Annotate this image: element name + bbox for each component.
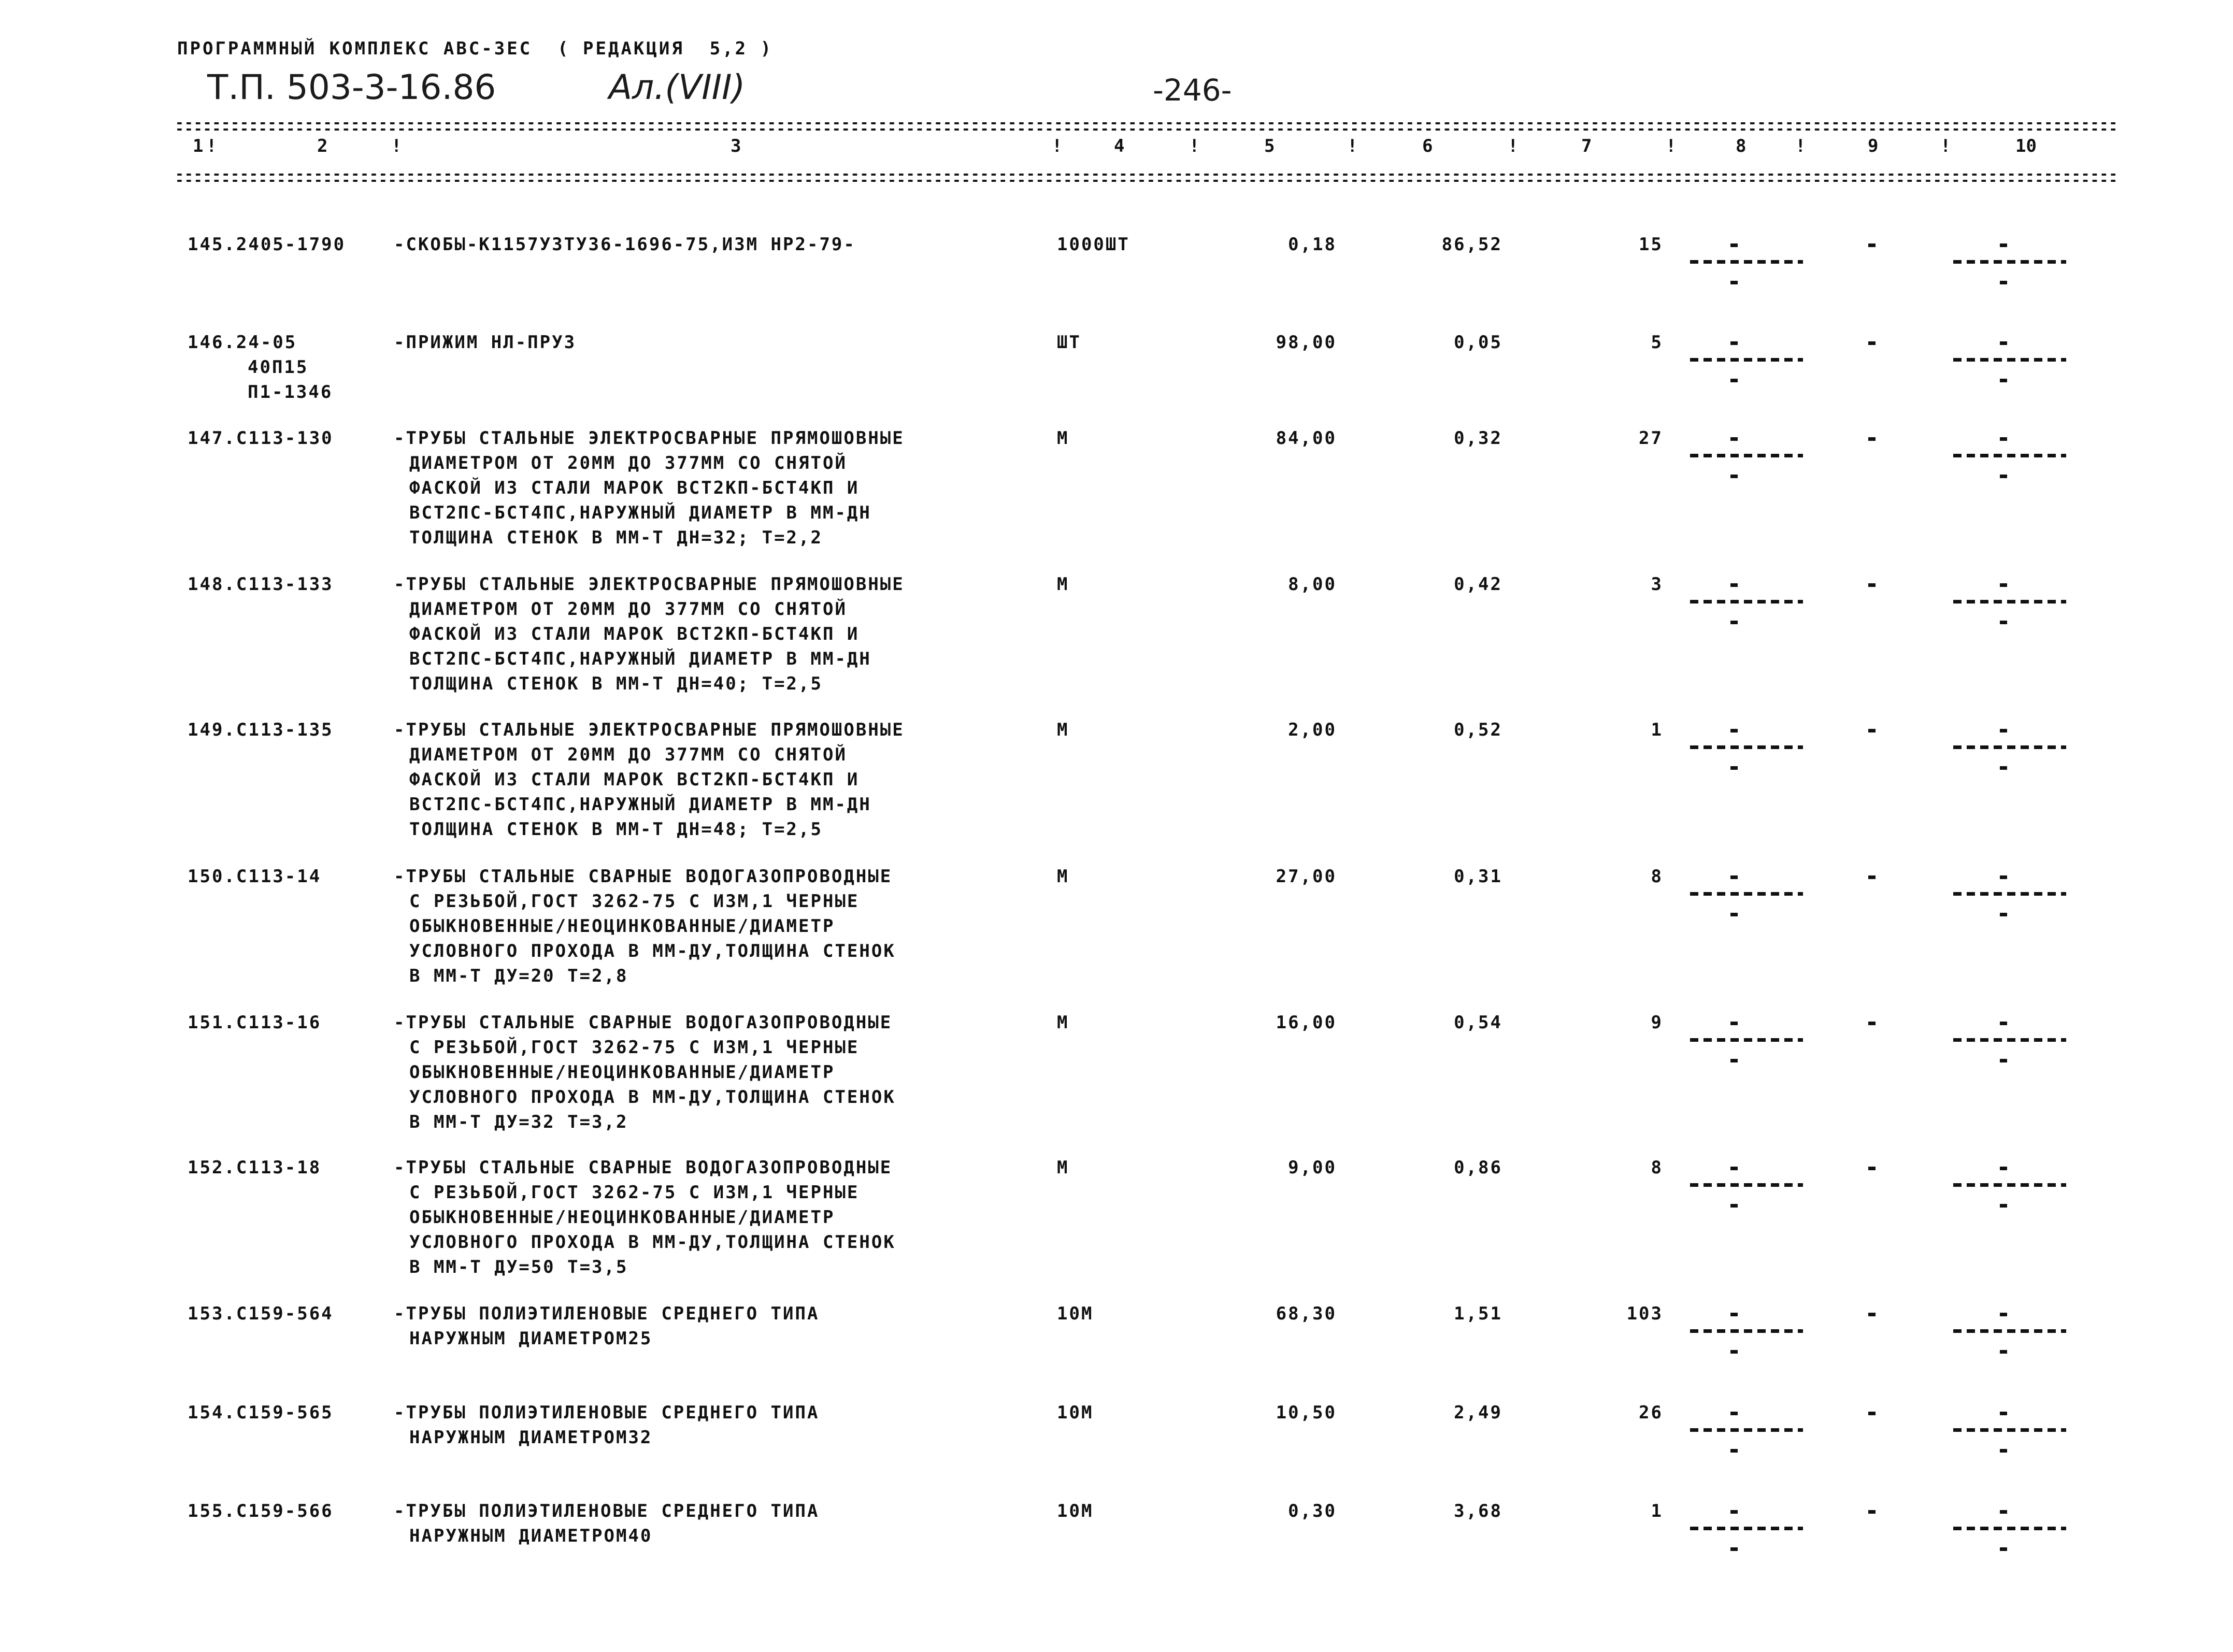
col8-dash-bottom bbox=[1730, 1350, 1738, 1354]
col9-dash bbox=[1868, 875, 1876, 879]
row-description: ОБЫКНОВЕННЫЕ/НЕОЦИНКОВАННЫЕ/ДИАМЕТР bbox=[409, 1062, 835, 1083]
row-col7: 103 bbox=[1626, 1303, 1663, 1324]
col10-dash-top bbox=[2000, 1412, 2007, 1415]
row-description: В ММ-Т ДУ=50 Т=3,5 bbox=[409, 1257, 628, 1277]
col9-dash bbox=[1868, 1313, 1876, 1316]
row-col7: 8 bbox=[1651, 1157, 1663, 1178]
column-separator: ! bbox=[1940, 136, 1951, 156]
row-col7: 27 bbox=[1639, 428, 1663, 449]
row-description: УСЛОВНОГО ПРОХОДА В ММ-ДУ,ТОЛЩИНА СТЕНОК bbox=[409, 1232, 896, 1253]
col8-separator bbox=[1690, 358, 1803, 362]
column-separator: ! bbox=[391, 136, 402, 156]
col10-dash-top bbox=[2000, 583, 2007, 587]
col10-dash-bottom bbox=[2000, 1350, 2007, 1354]
row-col5: 68,30 bbox=[1276, 1303, 1337, 1324]
column-header-4: 4 bbox=[1114, 136, 1125, 156]
row-description: ДИАМЕТРОМ ОТ 20ММ ДО 377ММ СО СНЯТОЙ bbox=[409, 744, 847, 765]
row-code: 155.С159-566 bbox=[188, 1501, 334, 1521]
col9-dash bbox=[1868, 437, 1876, 441]
row-col7: 8 bbox=[1651, 866, 1663, 887]
col10-separator bbox=[1953, 1183, 2066, 1187]
row-description: -ТРУБЫ СТАЛЬНЫЕ ЭЛЕКТРОСВАРНЫЕ ПРЯМОШОВНЫЕ bbox=[394, 574, 905, 595]
col8-dash-top bbox=[1730, 875, 1738, 879]
row-col7: 15 bbox=[1639, 234, 1663, 255]
row-code: 148.С113-133 bbox=[188, 574, 334, 595]
row-description: ФАСКОЙ ИЗ СТАЛИ МАРОК ВСТ2КП-БСТ4КП И bbox=[409, 624, 860, 644]
row-code: 154.С159-565 bbox=[188, 1402, 334, 1423]
row-description: ДИАМЕТРОМ ОТ 20ММ ДО 377ММ СО СНЯТОЙ bbox=[409, 599, 847, 620]
row-description: ВСТ2ПС-БСТ4ПС,НАРУЖНЫЙ ДИАМЕТР В ММ-ДН bbox=[409, 794, 871, 815]
column-header-5: 5 bbox=[1264, 136, 1275, 156]
row-col6: 0,54 bbox=[1454, 1012, 1502, 1033]
row-unit: М bbox=[1057, 1012, 1069, 1033]
column-separator: ! bbox=[1666, 136, 1677, 156]
row-col5: 16,00 bbox=[1276, 1012, 1337, 1033]
row-col5: 0,18 bbox=[1288, 234, 1337, 255]
row-code: 147.С113-130 bbox=[188, 428, 334, 449]
col10-dash-bottom bbox=[2000, 621, 2007, 624]
col8-separator bbox=[1690, 745, 1803, 749]
row-description: НАРУЖНЫМ ДИАМЕТРОМ40 bbox=[409, 1526, 653, 1546]
col10-dash-top bbox=[2000, 1510, 2007, 1514]
column-header-9: 9 bbox=[1868, 136, 1879, 156]
row-col7: 26 bbox=[1639, 1402, 1663, 1423]
row-col5: 10,50 bbox=[1276, 1402, 1337, 1423]
col8-dash-top bbox=[1730, 583, 1738, 587]
row-description: ТОЛЩИНА СТЕНОК В ММ-Т ДН=40; Т=2,5 bbox=[409, 673, 823, 694]
col8-dash-top bbox=[1730, 729, 1738, 732]
row-col5: 27,00 bbox=[1276, 866, 1337, 887]
column-separator: ! bbox=[1052, 136, 1063, 156]
row-unit: 10М bbox=[1057, 1501, 1094, 1521]
row-col7: 3 bbox=[1651, 574, 1663, 595]
album-label: Ал.(VIII) bbox=[609, 67, 746, 107]
col8-dash-top bbox=[1730, 243, 1738, 247]
row-col6: 0,31 bbox=[1454, 866, 1502, 887]
col8-dash-top bbox=[1730, 1412, 1738, 1415]
col8-dash-bottom bbox=[1730, 621, 1738, 624]
row-code: 150.С113-14 bbox=[188, 866, 322, 887]
row-code: 151.С113-16 bbox=[188, 1012, 322, 1033]
row-col7: 1 bbox=[1651, 720, 1663, 740]
row-description: -ТРУБЫ ПОЛИЭТИЛЕНОВЫЕ СРЕДНЕГО ТИПА bbox=[394, 1303, 820, 1324]
column-header-8: 8 bbox=[1736, 136, 1747, 156]
row-col5: 98,00 bbox=[1276, 332, 1337, 353]
row-description: В ММ-Т ДУ=32 Т=3,2 bbox=[409, 1112, 628, 1132]
column-header-7: 7 bbox=[1581, 136, 1592, 156]
col8-dash-top bbox=[1730, 1510, 1738, 1514]
col9-dash bbox=[1868, 341, 1876, 345]
row-description: С РЕЗЬБОЙ,ГОСТ 3262-75 С ИЗМ,1 ЧЕРНЫЕ bbox=[409, 891, 860, 912]
col8-dash-top bbox=[1730, 1022, 1738, 1025]
row-col7: 1 bbox=[1651, 1501, 1663, 1521]
column-separator: ! bbox=[1347, 136, 1358, 156]
row-description: -ТРУБЫ СТАЛЬНЫЕ СВАРНЫЕ ВОДОГАЗОПРОВОДНЫЕ bbox=[394, 1157, 893, 1178]
row-unit: М bbox=[1057, 1157, 1069, 1178]
col8-dash-bottom bbox=[1730, 379, 1738, 382]
row-col5: 84,00 bbox=[1276, 428, 1337, 449]
row-description: НАРУЖНЫМ ДИАМЕТРОМ25 bbox=[409, 1328, 653, 1349]
column-separator: ! bbox=[1795, 136, 1806, 156]
col9-dash bbox=[1868, 729, 1876, 732]
col10-dash-bottom bbox=[2000, 766, 2007, 770]
row-code: 149.С113-135 bbox=[188, 720, 334, 740]
row-code: П1-1346 bbox=[248, 382, 333, 403]
col10-separator bbox=[1953, 892, 2066, 896]
col10-dash-top bbox=[2000, 1313, 2007, 1316]
row-unit: М bbox=[1057, 574, 1069, 595]
col8-separator bbox=[1690, 260, 1803, 264]
row-col5: 0,30 bbox=[1288, 1501, 1337, 1521]
col8-dash-bottom bbox=[1730, 281, 1738, 284]
row-description: -ТРУБЫ ПОЛИЭТИЛЕНОВЫЕ СРЕДНЕГО ТИПА bbox=[394, 1501, 820, 1521]
row-description: -ПРИЖИМ НЛ-ПРУ3 bbox=[394, 332, 577, 353]
page-number: -246- bbox=[1153, 73, 1232, 108]
col8-separator bbox=[1690, 454, 1803, 457]
col8-separator bbox=[1690, 1329, 1803, 1333]
col9-dash bbox=[1868, 1022, 1876, 1025]
col10-dash-bottom bbox=[2000, 1449, 2007, 1453]
col8-separator bbox=[1690, 1183, 1803, 1187]
col8-dash-top bbox=[1730, 437, 1738, 441]
row-col6: 86,52 bbox=[1441, 234, 1502, 255]
row-col5: 9,00 bbox=[1288, 1157, 1337, 1178]
row-description: -ТРУБЫ ПОЛИЭТИЛЕНОВЫЕ СРЕДНЕГО ТИПА bbox=[394, 1402, 820, 1423]
row-description: С РЕЗЬБОЙ,ГОСТ 3262-75 С ИЗМ,1 ЧЕРНЫЕ bbox=[409, 1037, 860, 1058]
row-col6: 3,68 bbox=[1454, 1501, 1502, 1521]
row-description: НАРУЖНЫМ ДИАМЕТРОМ32 bbox=[409, 1427, 653, 1448]
col8-dash-top bbox=[1730, 341, 1738, 345]
col9-dash bbox=[1868, 243, 1876, 247]
col10-dash-top bbox=[2000, 875, 2007, 879]
column-separator: ! bbox=[1189, 136, 1200, 156]
row-description: ВСТ2ПС-БСТ4ПС,НАРУЖНЫЙ ДИАМЕТР В ММ-ДН bbox=[409, 649, 871, 669]
col8-dash-bottom bbox=[1730, 766, 1738, 770]
row-code: 145.2405-1790 bbox=[188, 234, 346, 255]
row-description: УСЛОВНОГО ПРОХОДА В ММ-ДУ,ТОЛЩИНА СТЕНОК bbox=[409, 941, 896, 961]
col8-dash-top bbox=[1730, 1313, 1738, 1316]
col10-separator bbox=[1953, 1329, 2066, 1333]
col10-separator bbox=[1953, 358, 2066, 362]
row-col6: 0,32 bbox=[1454, 428, 1502, 449]
col10-dash-bottom bbox=[2000, 1547, 2007, 1551]
row-col6: 1,51 bbox=[1454, 1303, 1502, 1324]
col9-dash bbox=[1868, 583, 1876, 587]
row-description: С РЕЗЬБОЙ,ГОСТ 3262-75 С ИЗМ,1 ЧЕРНЫЕ bbox=[409, 1182, 860, 1203]
col10-separator bbox=[1953, 454, 2066, 457]
row-col5: 2,00 bbox=[1288, 720, 1337, 740]
column-header-3: 3 bbox=[731, 136, 741, 156]
col10-separator bbox=[1953, 1428, 2066, 1432]
row-unit: М bbox=[1057, 720, 1069, 740]
col10-dash-bottom bbox=[2000, 1204, 2007, 1208]
row-description: -ТРУБЫ СТАЛЬНЫЕ ЭЛЕКТРОСВАРНЫЕ ПРЯМОШОВНЫЕ bbox=[394, 720, 905, 740]
col8-separator bbox=[1690, 1428, 1803, 1432]
column-header-10: 10 bbox=[2015, 136, 2037, 156]
row-col6: 2,49 bbox=[1454, 1402, 1502, 1423]
col10-separator bbox=[1953, 1527, 2066, 1530]
col10-dash-bottom bbox=[2000, 379, 2007, 382]
row-col5: 8,00 bbox=[1288, 574, 1337, 595]
row-unit: М bbox=[1057, 866, 1069, 887]
column-separator: ! bbox=[206, 136, 217, 156]
col9-dash bbox=[1868, 1412, 1876, 1415]
col8-dash-bottom bbox=[1730, 1059, 1738, 1062]
col10-dash-bottom bbox=[2000, 1059, 2007, 1062]
row-description: ДИАМЕТРОМ ОТ 20ММ ДО 377ММ СО СНЯТОЙ bbox=[409, 453, 847, 473]
column-separator: ! bbox=[1508, 136, 1519, 156]
row-code: 40П15 bbox=[248, 357, 309, 378]
col8-dash-bottom bbox=[1730, 1449, 1738, 1453]
col9-dash bbox=[1868, 1167, 1876, 1170]
row-col7: 5 bbox=[1651, 332, 1663, 353]
row-description: УСЛОВНОГО ПРОХОДА В ММ-ДУ,ТОЛЩИНА СТЕНОК bbox=[409, 1087, 896, 1108]
col10-dash-top bbox=[2000, 243, 2007, 247]
row-description: ОБЫКНОВЕННЫЕ/НЕОЦИНКОВАННЫЕ/ДИАМЕТР bbox=[409, 1207, 835, 1228]
col10-separator bbox=[1953, 600, 2066, 604]
col8-dash-top bbox=[1730, 1167, 1738, 1170]
top-rule: ------------------------------------------------------------------------------------------------------------------------------------------------------------------------------------------------------------------ ------------------------------------------------------------------------------------------------------------------------------------------------------------------------------------------------------------------ bbox=[175, 114, 2119, 137]
row-col6: 0,05 bbox=[1454, 332, 1502, 353]
col8-dash-bottom bbox=[1730, 913, 1738, 916]
row-description: -ТРУБЫ СТАЛЬНЫЕ СВАРНЫЕ ВОДОГАЗОПРОВОДНЫЕ bbox=[394, 866, 893, 887]
row-col6: 0,52 bbox=[1454, 720, 1502, 740]
row-description: -ТРУБЫ СТАЛЬНЫЕ ЭЛЕКТРОСВАРНЫЕ ПРЯМОШОВНЫЕ bbox=[394, 428, 905, 449]
row-description: ФАСКОЙ ИЗ СТАЛИ МАРОК ВСТ2КП-БСТ4КП И bbox=[409, 478, 860, 498]
row-code: 146.24-05 bbox=[188, 332, 297, 353]
row-unit: 10М bbox=[1057, 1303, 1094, 1324]
row-description: -СКОБЫ-К1157У3ТУ36-1696-75,ИЗМ НР2-79- bbox=[394, 234, 856, 255]
col8-dash-bottom bbox=[1730, 1204, 1738, 1208]
row-col6: 0,42 bbox=[1454, 574, 1502, 595]
col8-dash-bottom bbox=[1730, 1547, 1738, 1551]
col8-dash-bottom bbox=[1730, 475, 1738, 478]
row-unit: М bbox=[1057, 428, 1069, 449]
row-description: В ММ-Т ДУ=20 Т=2,8 bbox=[409, 966, 628, 986]
row-description: ВСТ2ПС-БСТ4ПС,НАРУЖНЫЙ ДИАМЕТР В ММ-ДН bbox=[409, 502, 871, 523]
col10-separator bbox=[1953, 260, 2066, 264]
row-unit: 1000ШТ bbox=[1057, 234, 1130, 255]
row-unit: 10М bbox=[1057, 1402, 1094, 1423]
row-description: ТОЛЩИНА СТЕНОК В ММ-Т ДН=32; Т=2,2 bbox=[409, 527, 823, 548]
row-code: 153.С159-564 bbox=[188, 1303, 334, 1324]
col10-separator bbox=[1953, 745, 2066, 749]
row-description: -ТРУБЫ СТАЛЬНЫЕ СВАРНЫЕ ВОДОГАЗОПРОВОДНЫЕ bbox=[394, 1012, 893, 1033]
col10-separator bbox=[1953, 1038, 2066, 1042]
row-description: ОБЫКНОВЕННЫЕ/НЕОЦИНКОВАННЫЕ/ДИАМЕТР bbox=[409, 916, 835, 937]
row-code: 152.С113-18 bbox=[188, 1157, 322, 1178]
col8-separator bbox=[1690, 1038, 1803, 1042]
column-header-1: 1 bbox=[193, 136, 204, 156]
header-rule: ------------------------------------------------------------------------------------------------------------------------------------------------------------------------------------------------------------------ ------------------------------------------------------------------------------------------------------------------------------------------------------------------------------------------------------------------ bbox=[175, 165, 2119, 189]
col10-dash-bottom bbox=[2000, 281, 2007, 284]
row-unit: ШТ bbox=[1057, 332, 1081, 353]
program-header: ПРОГРАММНЫЙ КОМПЛЕКС АВС-3ЕС ( РЕДАКЦИЯ 5,2 ) bbox=[177, 38, 774, 59]
col8-separator bbox=[1690, 600, 1803, 604]
project-code: Т.П. 503-3-16.86 bbox=[207, 67, 496, 107]
col10-dash-top bbox=[2000, 729, 2007, 732]
column-header-6: 6 bbox=[1422, 136, 1433, 156]
col10-dash-bottom bbox=[2000, 913, 2007, 916]
col10-dash-top bbox=[2000, 1022, 2007, 1025]
col9-dash bbox=[1868, 1510, 1876, 1514]
col8-separator bbox=[1690, 1527, 1803, 1530]
col10-dash-top bbox=[2000, 1167, 2007, 1170]
column-header-2: 2 bbox=[317, 136, 328, 156]
col10-dash-top bbox=[2000, 437, 2007, 441]
col10-dash-top bbox=[2000, 341, 2007, 345]
col8-separator bbox=[1690, 892, 1803, 896]
col10-dash-bottom bbox=[2000, 475, 2007, 478]
row-description: ТОЛЩИНА СТЕНОК В ММ-Т ДН=48; Т=2,5 bbox=[409, 819, 823, 840]
row-col6: 0,86 bbox=[1454, 1157, 1502, 1178]
row-col7: 9 bbox=[1651, 1012, 1663, 1033]
row-description: ФАСКОЙ ИЗ СТАЛИ МАРОК ВСТ2КП-БСТ4КП И bbox=[409, 769, 860, 790]
